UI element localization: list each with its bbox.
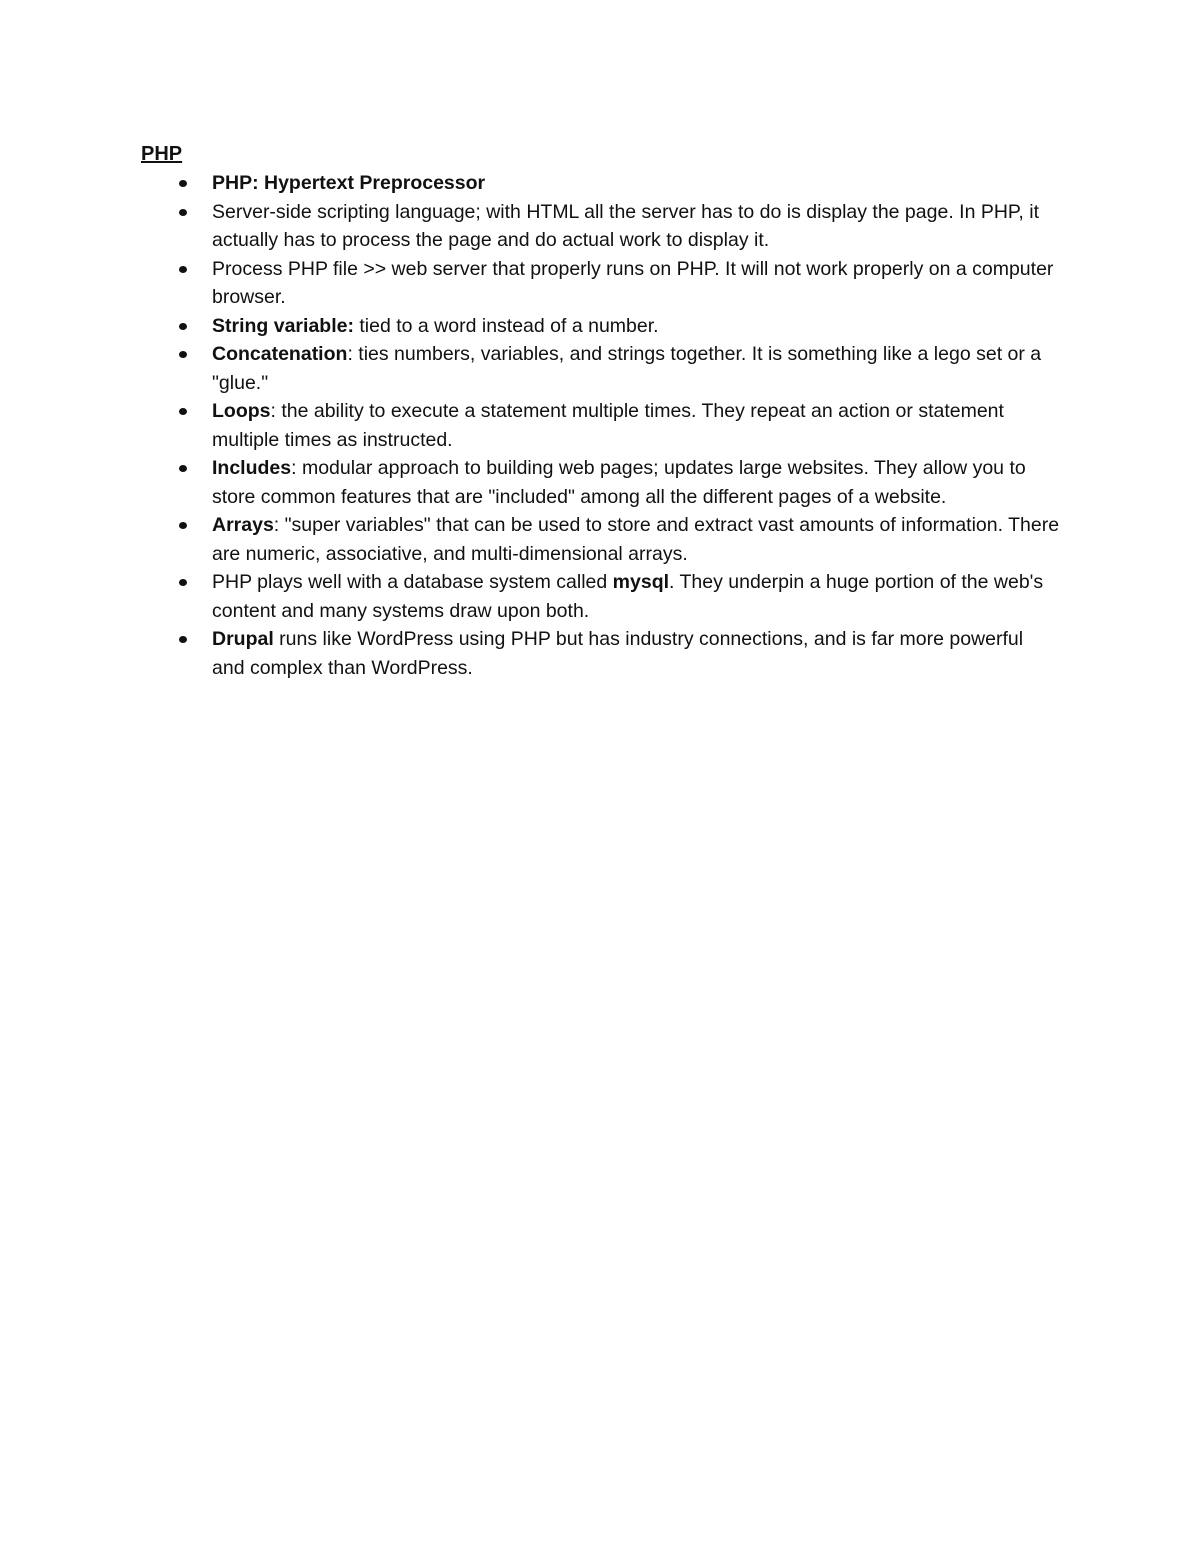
list-item [141, 255, 1061, 312]
document-body [141, 140, 1061, 682]
list-item [141, 312, 1061, 341]
list-item [141, 454, 1061, 511]
list-item [141, 340, 1061, 397]
item-text: : ties numbers, variables, and strings together. It is something like a lego set or a "glue." [212, 343, 1042, 394]
item-text: : "super variables" that can be used to store and extract vast amounts of information. There are numeric, associative, and multi-dimensional arrays. [212, 514, 1060, 565]
item-text: . They underpin a huge portion of the web's content and many systems draw upon both. [212, 571, 1044, 622]
item-term: Arrays [212, 514, 274, 536]
bullet-icon [179, 636, 187, 643]
item-text: Process PHP file >> web server that properly runs on PHP. It will not work properly on a computer browser. [212, 257, 1054, 308]
bullet-icon [179, 465, 187, 472]
item-text: : the ability to execute a statement multiple times. They repeat an action or statement multiple times as instructed. [212, 400, 1004, 451]
item-term: String variable: [212, 314, 354, 337]
bullet-icon [179, 408, 187, 415]
list-item [141, 397, 1061, 454]
item-term: Loops [212, 400, 271, 422]
bullet-icon [179, 351, 187, 358]
item-term: Concatenation [212, 343, 348, 365]
bullet-icon [179, 266, 187, 273]
list-item [141, 625, 1061, 682]
list-item [141, 169, 1061, 198]
item-text: tied to a word instead of a number. [353, 314, 659, 337]
bullet-icon [179, 209, 187, 216]
bullet-icon [179, 522, 187, 529]
item-term: mysql [612, 571, 670, 593]
bullet-icon [179, 180, 187, 187]
item-text: : modular approach to building web pages; updates large websites. They allow you to store common features that are "included" among all the different pages of a website. [212, 457, 1026, 508]
document-title: PHP [141, 143, 183, 165]
list-item [141, 511, 1061, 568]
item-term: Includes [212, 457, 292, 479]
bullet-icon [179, 579, 187, 586]
item-term: Drupal [212, 628, 274, 650]
item-pre-text: PHP plays well with a database system called [212, 571, 613, 593]
item-term: PHP: Hypertext Preprocessor [212, 172, 486, 194]
list-item [141, 568, 1061, 625]
list-item [141, 198, 1061, 255]
item-text: Server-side scripting language; with HTML all the server has to do is display the page. In PHP, it actually has to process the page and do actual work to display it. [212, 200, 1039, 251]
bullet-list [141, 169, 1061, 682]
item-text: runs like WordPress using PHP but has industry connections, and is far more powerful and complex than WordPress. [212, 628, 1024, 679]
bullet-icon [179, 323, 187, 330]
